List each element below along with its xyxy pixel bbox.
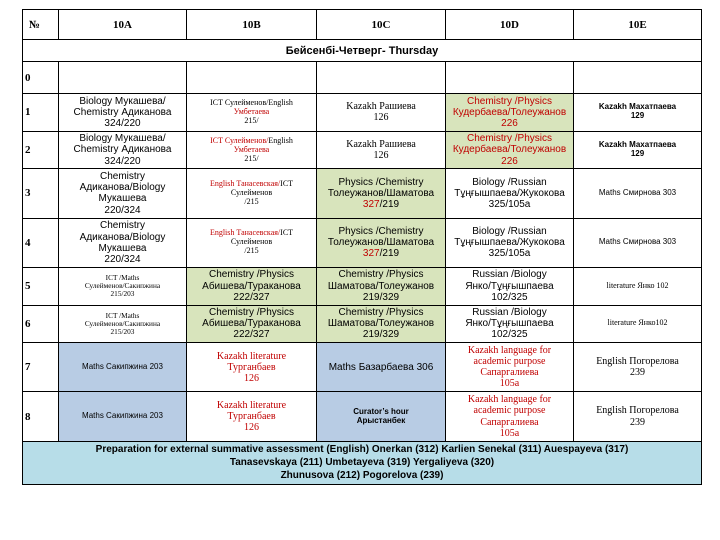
header-10b: 10B xyxy=(187,10,317,40)
cell-10e: English Погорелова 239 xyxy=(574,392,702,441)
cell-10c: Physics /Chemistry Толеужанов/Шаматова 327/219 xyxy=(317,218,446,267)
cell-10c: Kazakh Рашиева 126 xyxy=(317,131,446,169)
lesson-number: 0 xyxy=(23,62,59,94)
lesson-row-7 xyxy=(23,343,702,392)
footer-row xyxy=(23,441,702,484)
cell-10e: Kazakh Махатпаева 129 xyxy=(574,131,702,169)
lesson-row-5 xyxy=(23,267,702,305)
cell-10a: Chemistry Адиканова/Biology Мукашева 220/324 xyxy=(59,169,187,218)
lesson-number: 1 xyxy=(23,94,59,132)
lesson-number: 4 xyxy=(23,218,59,267)
cell-empty xyxy=(187,62,317,94)
cell-10b: Chemistry /Physics Абишева/Тураканова 222/327 xyxy=(187,305,317,343)
cell-10a: Maths Сакипжина 203 xyxy=(59,343,187,392)
cell-empty xyxy=(574,62,702,94)
cell-10b: Kazakh literature Турганбаев 126 xyxy=(187,392,317,441)
assessment-note: Preparation for external summative assessment (English) Onerkan (312) Karlien Senekal (311) Auespayeva (317) Tanasevskaya (211) Umbetayeva (319) Yergaliyeva (320) Zhunusova (212) Pogorelova (239) xyxy=(23,441,702,484)
day-row xyxy=(23,40,702,62)
cell-10c: Curator’s hour Арыстанбек xyxy=(317,392,446,441)
cell-10a: Maths Сакипжина 203 xyxy=(59,392,187,441)
cell-10e: Kazakh Махатпаева 129 xyxy=(574,94,702,132)
timetable xyxy=(22,9,702,485)
cell-empty xyxy=(317,62,446,94)
lesson-row-3 xyxy=(23,169,702,218)
cell-empty xyxy=(446,62,574,94)
cell-10c: Physics /Chemistry Толеужанов/Шаматова 327/219 xyxy=(317,169,446,218)
cell-10d: Russian /Biology Янко/Тұңғышпаева 102/325 xyxy=(446,267,574,305)
day-title: Бейсенбі-Четверг- Thursday xyxy=(23,40,702,62)
header-10e: 10E xyxy=(574,10,702,40)
cell-10a: ICT /Maths Сулейменов/Сакипжина 215/203 xyxy=(59,305,187,343)
cell-10c: Kazakh Рашиева 126 xyxy=(317,94,446,132)
cell-10e: Maths Смирнова 303 xyxy=(574,218,702,267)
cell-10e: literature Янко 102 xyxy=(574,267,702,305)
cell-10c: Maths Базарбаева 306 xyxy=(317,343,446,392)
lesson-row-8 xyxy=(23,392,702,441)
cell-10b: ICT Сулейменов/English Умбетаева 215/ xyxy=(187,131,317,169)
cell-10a: Chemistry Адиканова/Biology Мукашева 220/324 xyxy=(59,218,187,267)
cell-10d: Chemistry /Physics Кудербаева/Толеужанов 226 xyxy=(446,94,574,132)
cell-10a: Biology Мукашева/ Chemistry Адиканова 324/220 xyxy=(59,94,187,132)
cell-10b: Kazakh literature Турганбаев 126 xyxy=(187,343,317,392)
header-10a: 10A xyxy=(59,10,187,40)
header-10d: 10D xyxy=(446,10,574,40)
cell-10a: ICT /Maths Сулейменов/Сакипжина 215/203 xyxy=(59,267,187,305)
lesson-number: 5 xyxy=(23,267,59,305)
cell-10b: English Танасевская/ICT Сулейменов /215 xyxy=(187,218,317,267)
lesson-number: 6 xyxy=(23,305,59,343)
cell-10e: Maths Смирнова 303 xyxy=(574,169,702,218)
cell-10c: Chemistry /Physics Шаматова/Толеужанов 219/329 xyxy=(317,267,446,305)
header-row xyxy=(23,10,702,40)
cell-10d: Kazakh language for academic purpose Сапаргалиева 105а xyxy=(446,392,574,441)
cell-10b: ICT Сулейменов/English Умбетаева 215/ xyxy=(187,94,317,132)
lesson-number: 3 xyxy=(23,169,59,218)
cell-10e: literature Янко102 xyxy=(574,305,702,343)
cell-10b: English Танасевская/ICT Сулейменов /215 xyxy=(187,169,317,218)
lesson-row-1 xyxy=(23,94,702,132)
lesson-number: 2 xyxy=(23,131,59,169)
cell-10d: Biology /Russian Тұңғышпаева/Жукокова 325/105а xyxy=(446,218,574,267)
lesson-row-2 xyxy=(23,131,702,169)
cell-empty xyxy=(59,62,187,94)
cell-10e: English Погорелова 239 xyxy=(574,343,702,392)
lesson-row-0 xyxy=(23,62,702,94)
cell-10a: Biology Мукашева/ Chemistry Адиканова 324/220 xyxy=(59,131,187,169)
lesson-row-4 xyxy=(23,218,702,267)
cell-10d: Russian /Biology Янко/Тұңғышпаева 102/325 xyxy=(446,305,574,343)
cell-10d: Chemistry /Physics Кудербаева/Толеужанов 226 xyxy=(446,131,574,169)
header-10c: 10C xyxy=(317,10,446,40)
lesson-number: 8 xyxy=(23,392,59,441)
cell-10d: Biology /Russian Тұңғышпаева/Жукокова 325/105а xyxy=(446,169,574,218)
cell-10d: Kazakh language for academic purpose Сапаргалиева 105а xyxy=(446,343,574,392)
cell-10b: Chemistry /Physics Абишева/Тураканова 222/327 xyxy=(187,267,317,305)
header-number: № xyxy=(23,10,59,40)
lesson-row-6 xyxy=(23,305,702,343)
lesson-number: 7 xyxy=(23,343,59,392)
cell-10c: Chemistry /Physics Шаматова/Толеужанов 219/329 xyxy=(317,305,446,343)
